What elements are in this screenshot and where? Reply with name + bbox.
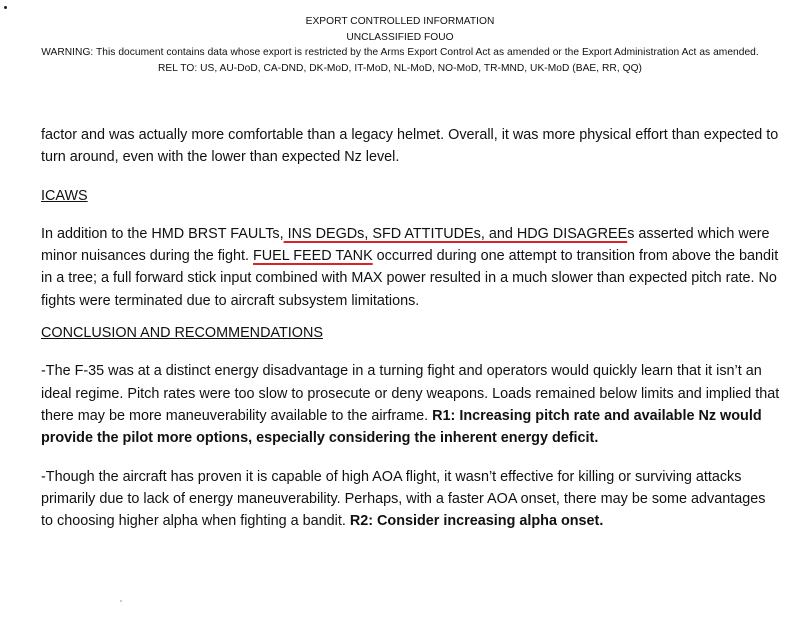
icaws-heading: ICAWS xyxy=(41,187,88,204)
export-warning: WARNING: This document contains data whose export is restricted by the Arms Export Control Act as amended or the Export Administration Act as amended. xyxy=(41,47,759,58)
document-header xyxy=(0,14,800,76)
conclusion-paragraph-2 xyxy=(41,466,781,533)
export-control-label: EXPORT CONTROLLED INFORMATION xyxy=(305,16,495,27)
conclusion-paragraph-1 xyxy=(41,360,781,449)
caution-list-highlight: INS DEGDs, SFD ATTITUDEs, and HDG DISAGREE xyxy=(283,225,628,242)
fuel-feed-tank-highlight: FUEL FEED TANK xyxy=(252,248,373,265)
scan-dot xyxy=(4,6,7,9)
icaws-text-3: occurred during one attempt to transition from above the bandit in a tree; a full forward stick input combined with MAX power resulted in a much slower than expected pitch rate. No fights were terminated due to aircraft subsystem limitations. xyxy=(41,248,779,309)
icaws-paragraph xyxy=(41,223,781,312)
release-to-line: REL TO: US, AU-DoD, CA-DND, DK-MoD, IT-MoD, NL-MoD, NO-MoD, TR-MND, UK-MoD (BAE, RR, QQ) xyxy=(157,62,642,74)
recommendation-r1: R1: Increasing pitch rate and available Nz would provide the pilot more options, especially considering the inherent energy deficit. xyxy=(41,407,762,447)
conclusion-heading: CONCLUSION AND RECOMMENDATIONS xyxy=(41,325,323,342)
conclusion-text-1: -The F-35 was at a distinct energy disadvantage in a turning fight and operators would quickly learn that it isn’t an ideal regime. Pitch rates were too slow to prosecute or deny weapons. Loads remained below limits and implied that there may be more maneuverability available to the airframe. xyxy=(41,363,780,424)
classification-label: UNCLASSIFIED FOUO xyxy=(346,31,454,43)
conclusion-text-2: -Though the aircraft has proven it is capable of high AOA flight, it wasn’t effective for killing or surviving attacks primarily due to lack of energy maneuverability. Perhaps, with a faster AOA onset, there may be some advantages to choosing higher alpha when fighting a bandit. xyxy=(41,468,766,530)
document-body xyxy=(41,124,781,532)
icaws-text-1: In addition to the HMD BRST FAULTs, xyxy=(41,225,284,242)
icaws-text-2: s asserted which were minor nuisances during the fight. xyxy=(41,225,770,265)
recommendation-r2: R2: Consider increasing alpha onset. xyxy=(349,513,604,530)
scan-speck xyxy=(120,600,122,602)
intro-paragraph: factor and was actually more comfortable than a legacy helmet. Overall, it was more physical effort than expected to turn around, even with the lower than expected Nz level. xyxy=(41,127,779,166)
